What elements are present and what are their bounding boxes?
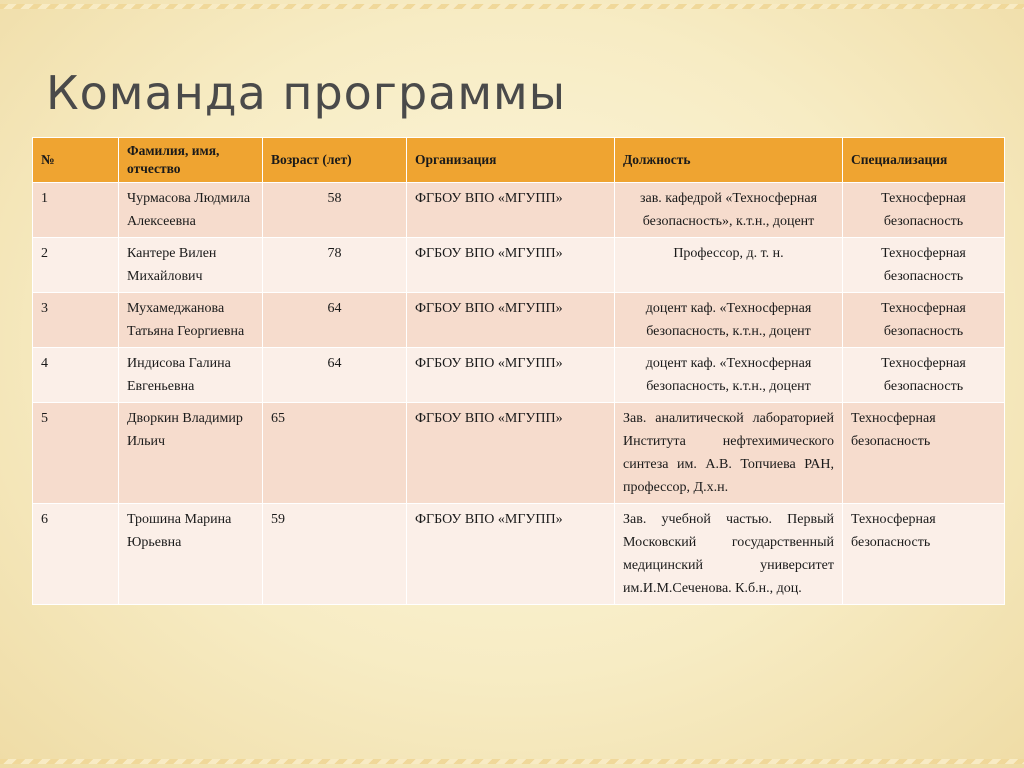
cell-position: Зав. учебной частью. Первый Московский государственный медицинский университет им.И.М.Сеченова. К.б.н., доц. bbox=[615, 504, 843, 605]
cell-organization: ФГБОУ ВПО «МГУПП» bbox=[407, 348, 615, 403]
cell-position: доцент каф. «Техносферная безопасность, к.т.н., доцент bbox=[615, 293, 843, 348]
cell-position: зав. кафедрой «Техносферная безопасность», к.т.н., доцент bbox=[615, 183, 843, 238]
cell-specialization: Техносферная безопасность bbox=[843, 238, 1005, 293]
cell-age: 58 bbox=[263, 183, 407, 238]
cell-organization: ФГБОУ ВПО «МГУПП» bbox=[407, 504, 615, 605]
cell-organization: ФГБОУ ВПО «МГУПП» bbox=[407, 403, 615, 504]
table-row bbox=[33, 403, 1005, 504]
header-organization: Организация bbox=[407, 138, 615, 183]
cell-organization: ФГБОУ ВПО «МГУПП» bbox=[407, 293, 615, 348]
cell-specialization: Техносферная безопасность bbox=[843, 293, 1005, 348]
cell-name: Трошина Марина Юрьевна bbox=[119, 504, 263, 605]
cell-position: доцент каф. «Техносферная безопасность, к.т.н., доцент bbox=[615, 348, 843, 403]
cell-position: Зав. аналитической лабораторией Института нефтехимического синтеза им. А.В. Топчиева РАН, профессор, Д.х.н. bbox=[615, 403, 843, 504]
cell-number: 5 bbox=[33, 403, 119, 504]
cell-name: Кантере Вилен Михайлович bbox=[119, 238, 263, 293]
cell-specialization: Техносферная безопасность bbox=[843, 183, 1005, 238]
cell-age: 59 bbox=[263, 504, 407, 605]
cell-name: Индисова Галина Евгеньевна bbox=[119, 348, 263, 403]
header-age: Возраст (лет) bbox=[263, 138, 407, 183]
cell-number: 3 bbox=[33, 293, 119, 348]
table-row bbox=[33, 504, 1005, 605]
cell-name: Чурмасова Людмила Алексеевна bbox=[119, 183, 263, 238]
cell-name: Мухамеджанова Татьяна Георгиевна bbox=[119, 293, 263, 348]
table-row bbox=[33, 238, 1005, 293]
cell-name: Дворкин Владимир Ильич bbox=[119, 403, 263, 504]
slide-title: Команда программы bbox=[46, 66, 567, 120]
table-row bbox=[33, 293, 1005, 348]
header-position: Должность bbox=[615, 138, 843, 183]
bottom-decorative-stripe bbox=[0, 759, 1024, 764]
header-name: Фамилия, имя, отчество bbox=[119, 138, 263, 183]
cell-organization: ФГБОУ ВПО «МГУПП» bbox=[407, 183, 615, 238]
team-table-container bbox=[32, 137, 1004, 605]
cell-specialization: Техносферная безопасность bbox=[843, 504, 1005, 605]
table-row bbox=[33, 348, 1005, 403]
cell-organization: ФГБОУ ВПО «МГУПП» bbox=[407, 238, 615, 293]
table-row bbox=[33, 183, 1005, 238]
cell-number: 2 bbox=[33, 238, 119, 293]
cell-age: 65 bbox=[263, 403, 407, 504]
cell-specialization: Техносферная безопасность bbox=[843, 348, 1005, 403]
table-header-row bbox=[33, 138, 1005, 183]
cell-position: Профессор, д. т. н. bbox=[615, 238, 843, 293]
cell-specialization: Техносферная безопасность bbox=[843, 403, 1005, 504]
team-table bbox=[32, 137, 1005, 605]
cell-number: 6 bbox=[33, 504, 119, 605]
cell-number: 1 bbox=[33, 183, 119, 238]
top-decorative-stripe bbox=[0, 4, 1024, 9]
header-number: № bbox=[33, 138, 119, 183]
cell-number: 4 bbox=[33, 348, 119, 403]
header-specialization: Специализация bbox=[843, 138, 1005, 183]
cell-age: 78 bbox=[263, 238, 407, 293]
cell-age: 64 bbox=[263, 293, 407, 348]
cell-age: 64 bbox=[263, 348, 407, 403]
